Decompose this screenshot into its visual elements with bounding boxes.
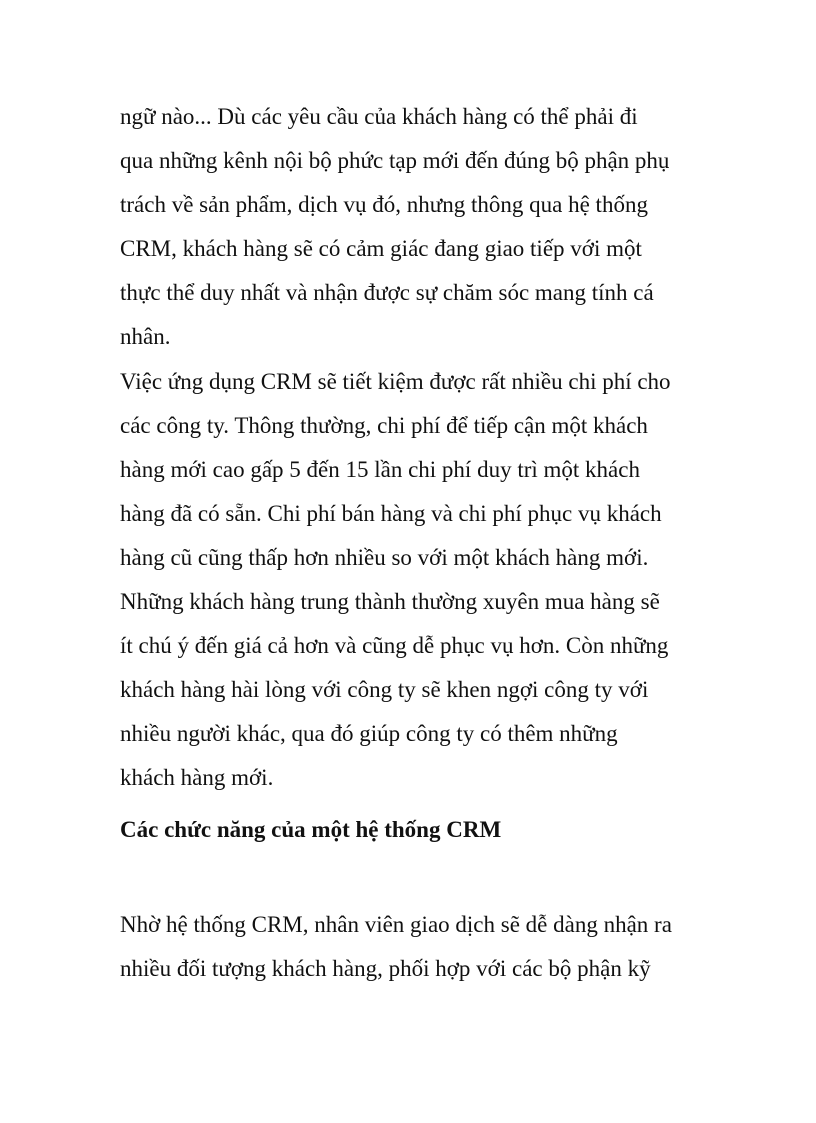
text-line: nhiều đối tượng khách hàng, phối hợp với các bộ phận kỹ [120, 956, 651, 981]
text-line: các công ty. Thông thường, chi phí để tiếp cận một khách [120, 413, 648, 438]
paragraph-crm-cost-savings [120, 360, 720, 800]
text-line: Những khách hàng trung thành thường xuyên mua hàng sẽ [120, 589, 660, 614]
text-line: hàng cũ cũng thấp hơn nhiều so với một khách hàng mới. [120, 545, 649, 570]
text-line: khách hàng mới. [120, 765, 274, 790]
text-line: hàng mới cao gấp 5 đến 15 lần chi phí duy trì một khách [120, 457, 640, 482]
text-line: ít chú ý đến giá cả hơn và cũng dễ phục vụ hơn. Còn những [120, 633, 669, 658]
text-line: Việc ứng dụng CRM sẽ tiết kiệm được rất nhiều chi phí cho [120, 369, 671, 394]
text-line: thực thể duy nhất và nhận được sự chăm sóc mang tính cá [120, 280, 654, 305]
text-line: Nhờ hệ thống CRM, nhân viên giao dịch sẽ dễ dàng nhận ra [120, 912, 672, 937]
text-line: nhân. [120, 324, 171, 349]
section-heading: Các chức năng của một hệ thống CRM [120, 817, 502, 842]
text-line: trách về sản phẩm, dịch vụ đó, nhưng thông qua hệ thống [120, 192, 648, 217]
text-line: nhiều người khác, qua đó giúp công ty có thêm những [120, 721, 618, 746]
text-line: CRM, khách hàng sẽ có cảm giác đang giao tiếp với một [120, 236, 642, 261]
text-line: qua những kênh nội bộ phức tạp mới đến đúng bộ phận phụ [120, 148, 670, 173]
paragraph-crm-customer-experience [120, 95, 720, 359]
text-line: ngữ nào... Dù các yêu cầu của khách hàng có thể phải đi [120, 104, 638, 129]
text-line: hàng đã có sẵn. Chi phí bán hàng và chi phí phục vụ khách [120, 501, 662, 526]
text-line: khách hàng hài lòng với công ty sẽ khen ngợi công ty với [120, 677, 649, 702]
paragraph-crm-functions [120, 903, 720, 991]
